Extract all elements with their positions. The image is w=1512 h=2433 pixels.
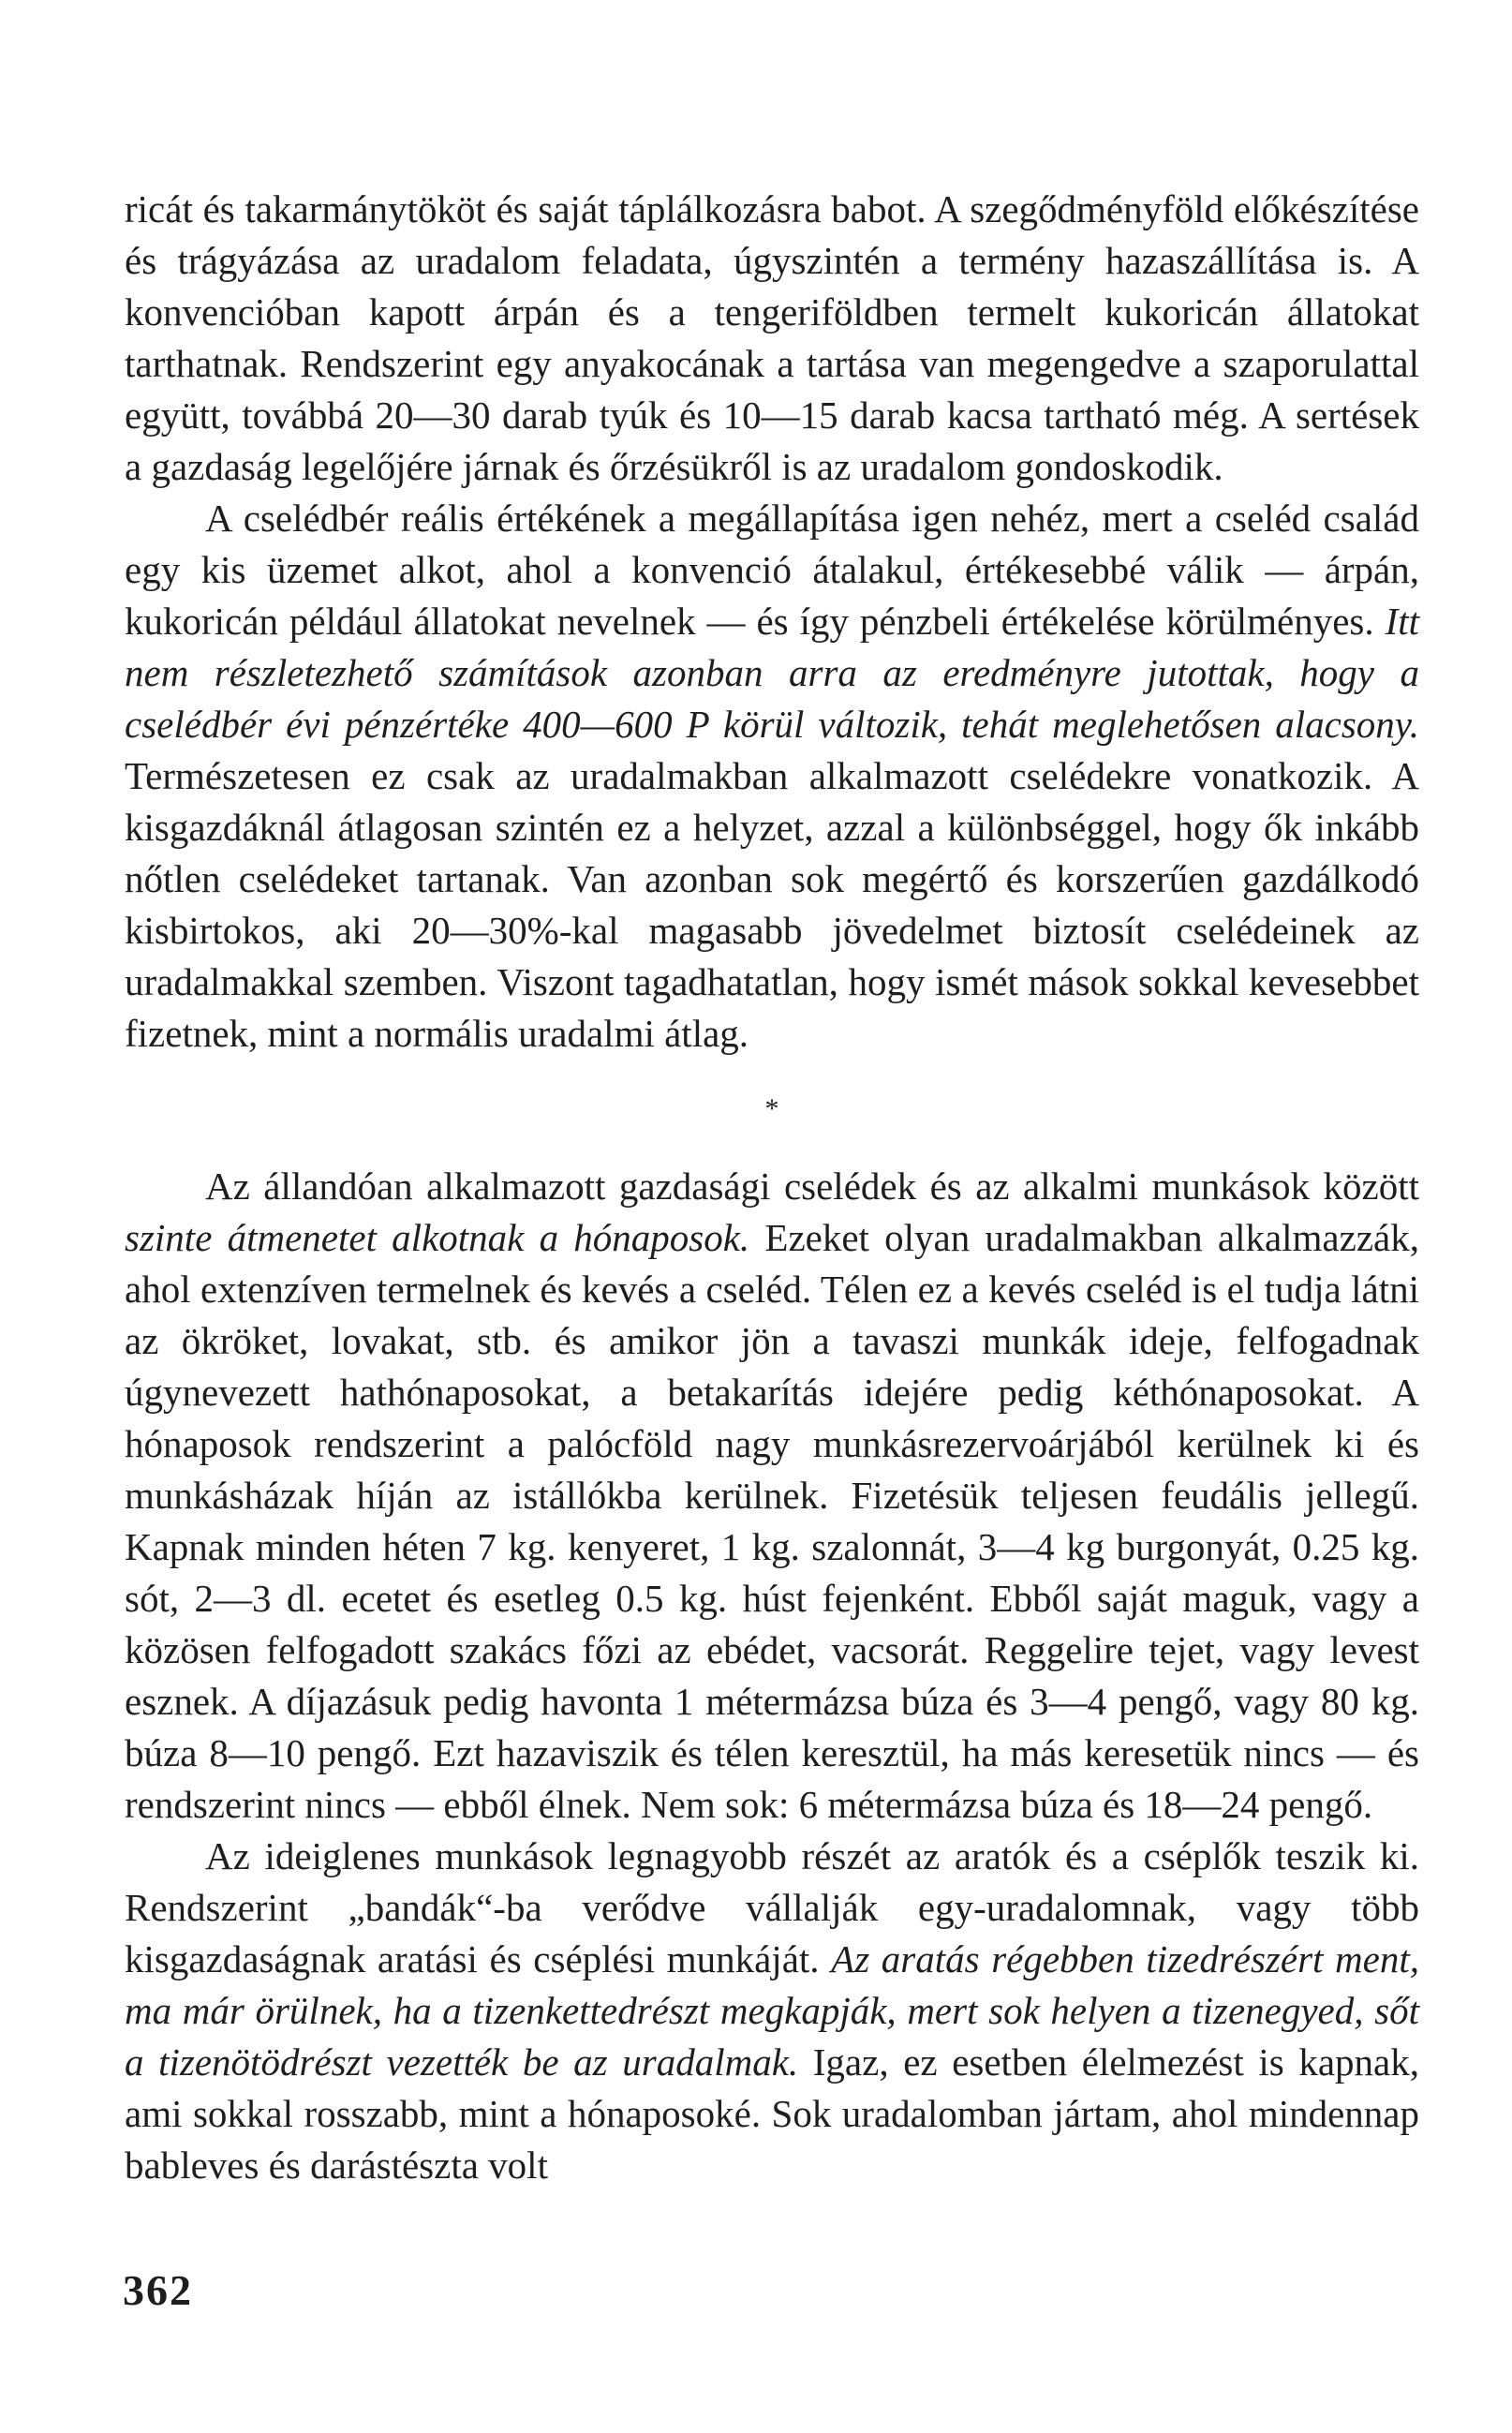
text-segment: A cselédbér reális értékének a megállapítása igen nehéz, mert a cseléd család egy kis üzemet alkot, ahol a konvenció átalakul, értékesebbé válik — árpán, kukoricán például állatokat nevelnek — és így pénzbeli értékelése körülményes. [125, 497, 1419, 643]
paragraph-1 [125, 184, 1419, 493]
text-segment: Az állandóan alkalmazott gazdasági cselédek és az alkalmi munkások között [205, 1165, 1419, 1208]
emphasized-text: Az aratás régebben tizedrészért ment, ma már örülnek, ha a tizenkettedrészt megkapják, mert sok helyen a tizenegyed, sőt a tizenötödrészt vezették be az uradalmak. [125, 1937, 1419, 2084]
page-number: 362 [123, 2266, 193, 2314]
text-segment: Az ideiglenes munkások legnagyobb részét az aratók és a cséplők teszik ki. Rendszerint „bandák“-ba verődve vállalják egy-uradalomnak, vagy több kisgazdaságnak aratási és cséplési munkáját. [125, 1834, 1419, 1981]
section-divider: * [764, 1093, 779, 1124]
text-column [125, 184, 1419, 2191]
emphasized-text: Itt nem részletezhető számítások azonban arra az eredményre jutottak, hogy a cselédbér évi pénzértéke 400—600 P körül változik, tehát meglehetősen alacsony. [125, 600, 1419, 746]
paragraph-3 [125, 1161, 1419, 1831]
text-segment: ricát és takarmánytököt és saját táplálkozásra babot. A szegődményföld előkészítése és trágyázása az uradalom feladata, úgyszintén a termény hazaszállítása is. A konvencióban kapott árpán és a tengeriföldben termelt kukoricán állatokat tarthatnak. Rendszerint egy anyakocának a tartása van megengedve a szaporulattal együtt, továbbá 20—30 darab tyúk és 10—15 darab kacsa tartható még. A sertések a gazdaság legelőjére járnak és őrzésükről is az uradalom gondoskodik. [125, 187, 1419, 488]
paragraph-4 [125, 1831, 1419, 2191]
text-segment: Igaz, ez esetben élelmezést is kapnak, ami sokkal rosszabb, mint a hónaposoké. Sok uradalomban jártam, ahol mindennap bableves és darástészta volt [125, 2040, 1419, 2187]
text-segment: Természetesen ez csak az uradalmakban alkalmazott cselédekre vonatkozik. A kisgazdáknál átlagosan szintén ez a helyzet, azzal a különbséggel, hogy ők inkább nőtlen cselédeket tartanak. Van azonban sok megértő és korszerűen gazdálkodó kisbirtokos, aki 20—30%-kal magasabb jövedelmet biztosít cselédeinek az uradalmakkal szemben. Viszont tagadhatatlan, hogy ismét mások sokkal kevesebbet fizetnek, mint a normális uradalmi átlag. [125, 754, 1419, 1055]
paragraph-2 [125, 493, 1419, 1060]
emphasized-text: szinte átmenetet alkotnak a hónaposok. [125, 1216, 750, 1259]
text-segment: Ezeket olyan uradalmakban alkalmazzák, ahol extenzíven termelnek és kevés a cseléd. Télen ez a kevés cseléd is el tudja látni az ökröket, lovakat, stb. és amikor jön a tavaszi munkák ideje, felfogadnak úgynevezett hathónaposokat, a betakarítás idejére pedig kéthónaposokat. A hónaposok rendszerint a palócföld nagy munkásrezervoárjából kerülnek ki és munkásházak híján az istállókba kerülnek. Fizetésük teljesen feudális jellegű. Kapnak minden héten 7 kg. kenyeret, 1 kg. szalonnát, 3—4 kg burgonyát, 0.25 kg. sót, 2—3 dl. ecetet és esetleg 0.5 kg. húst fejenként. Ebből saját maguk, vagy a közösen felfogadott szakács főzi az ebédet, vacsorát. Reggelire tejet, vagy levest esznek. A díjazásuk pedig havonta 1 métermázsa búza és 3—4 pengő, vagy 80 kg. búza 8—10 pengő. Ezt hazaviszik és télen keresztül, ha más keresetük nincs — és rendszerint nincs — ebből élnek. Nem sok: 6 métermázsa búza és 18—24 pengő. [125, 1216, 1419, 1826]
